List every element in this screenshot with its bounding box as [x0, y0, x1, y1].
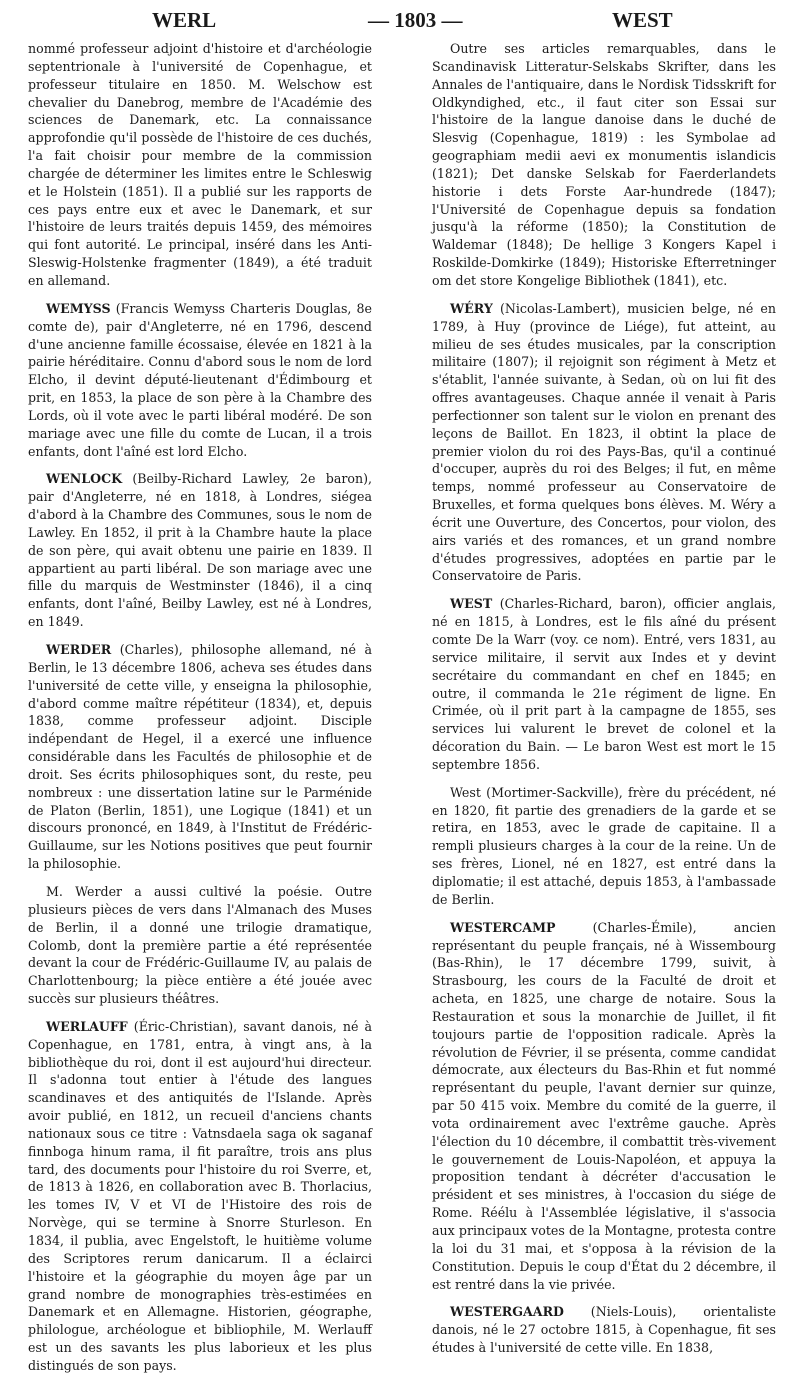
entry-headword: WÉRY	[450, 300, 493, 316]
entry-westercamp: WESTERCAMP (Charles-Émile), ancien représentant du peuple français, né à Wissembourg (Bas-Rhin), le 17 décembre 1799, suivit, à Strasbourg, les cours de la Faculté de droit et acheta, en 1825, une charge de notaire. Sous la Restauration et sous la monarchie de Juillet, il fit toujours partie de l'opposition radicale. Après la révolution de Février, il se présenta, comme candidat démocrate, aux électeurs du Bas-Rhin et fut nommé représentant du peuple, l'avant dernier sur quinze, par 50 415 voix. Membre du comité de la guerre, il vota ordinairement avec l'extrême gauche. Après l'élection du 10 décembre, il combattit très-vivement le gouvernement de Louis-Napoléon, et appuya la proposition tendant à décréter d'accusation le président et ses ministres, à l'occasion du siége de Rome. Réélu à l'Assemblée législative, il s'associa aux principaux votes de la Montagne, protesta contre la loi du 31 mai, et s'opposa à la révision de la Constitution. Depuis le coup d'État du 2 décembre, il est rentré dans la vie privée.	[432, 919, 776, 1292]
entry-werder-poetry: M. Werder a aussi cultivé la poésie. Outre plusieurs pièces de vers dans l'Almanach des Muses de Berlin, il a donné une trilogie dramatique, Colomb, dont la première partie a été représentée devant la cour de Frédéric-Guillaume IV, au palais de Charlottenbourg; la pièce entière a été jouée avec succès sur plusieurs théâtres.	[28, 883, 372, 1007]
entry-wemyss: WEMYSS (Francis Wemyss Charteris Douglas, 8e comte de), pair d'Angleterre, né en 1796, descend d'une ancienne famille écossaise, élevée en 1821 à la pairie héréditaire. Connu d'abord sous le nom de lord Elcho, il devint député-lieutenant d'Édimbourg et prit, en 1853, la place de son père à la Chambre des Lords, où il vote avec le parti libéral modéré. De son mariage avec une fille du comte de Lucan, il a trois enfants, dont l'aîné est lord Elcho.	[28, 300, 372, 459]
entry-westergaard: WESTERGAARD (Niels-Louis), orientaliste danois, né le 27 octobre 1815, à Copenhague, fit ses études à l'université de cette ville. En 1838,	[432, 1304, 776, 1356]
entry-headword: WEST	[450, 596, 493, 612]
entry-headword: WERLAUFF	[46, 1018, 128, 1034]
left-column	[28, 40, 372, 1373]
entry-continuation: nommé professeur adjoint d'histoire et d'archéologie septentrionale à l'université de Copenhague, et professeur titulaire en 1850. M. Welschow est chevalier du Danebrog, membre de l'Académie des sciences de Danemark, etc. La connaissance approfondie qu'il possède de l'histoire de ces duchés, l'a fait choisir pour membre de la commission chargée de déterminer les limites entre le Schleswig et le Holstein (1851). Il a publié sur les rapports de ces pays entre eux et avec le Danemark, et sur l'histoire de leurs traités depuis 1459, des mémoires qui font autorité. Le principal, inséré dans les Anti-Sleswig-Holstenke fragmenter (1849), a été traduit en allemand.	[28, 41, 372, 288]
entry-headword: WERDER	[46, 642, 112, 657]
running-header	[0, 6, 800, 40]
entry-werlauff: WERLAUFF (Éric-Christian), savant danois, né à Copenhague, en 1781, entra, à vingt ans, à la bibliothèque du roi, dont il est aujourd'hui directeur. Il s'adonna tout entier à l'étude des langues scandinaves et des antiquités de l'Islande. Après avoir publié, en 1812, un recueil d'anciens chants nationaux sous ce titre : Vatnsdaela saga ok saganaf finnboga hinum rama, il fit paraître, trois ans plus tard, des documents pour l'histoire du roi Sverre, et, de 1813 à 1826, en collaboration avec B. Thorlacius, les tomes IV, V et VI de l'Histoire des rois de Norvège, qui se termine à Snorre Sturleson. En 1834, il publia, avec Engelstoft, le huitième volume des Scriptores rerum danicarum. Il a éclairci l'histoire et la géographie du moyen âge par un grand nombre de monographies très-estimées en Danemark et en Allemagne. Historien, géographe, philologue, archéologue et bibliophile, M. Werlauff est un des savants les plus laborieux et les plus distingués de son pays.	[28, 1018, 372, 1373]
entry-wery: WÉRY (Nicolas-Lambert), musicien belge, né en 1789, à Huy (province de Liége), fut atteint, au milieu de ses études musicales, par la conscription militaire (1807); il rejoignit son régiment à Metz et s'établit, l'année suivante, à Sedan, où on lui fit des offres avantageuses. Chaque année il venait à Paris perfectionner son talent sur le violon en prenant des leçons de Baillot. En 1823, il obtint la place de premier violon du roi des Pays-Bas, qu'il a continué d'occuper, auprès du roi des Belges; il fut, en même temps, nommé professeur au Conservatoire de Bruxelles, et forma quelques bons élèves. M. Wéry a écrit une Ouverture, des Concertos, pour violon, des airs variés et des romances, et un grand nombre d'études progressives, adoptées en partie par le Conservatoire de Paris.	[432, 300, 776, 584]
header-right-word: WEST	[612, 8, 673, 32]
entry-west-mortimer: West (Mortimer-Sackville), frère du précédent, né en 1820, fit partie des grenadiers de la garde et se retira, en 1853, avec le grade de capitaine. Il a rempli plusieurs charges à la cour de la reine. Un de ses frères, Lionel, né en 1827, est entré dans la diplomatie; il est attaché, depuis 1853, à l'ambassade de Berlin.	[432, 784, 776, 907]
entry-headword: WESTERGAARD	[450, 1304, 564, 1320]
entry-headword: WESTERCAMP	[450, 919, 556, 935]
entry-werder: WERDER (Charles), philosophe allemand, né à Berlin, le 13 décembre 1806, acheva ses études dans l'université de cette ville, y enseigna la philosophie, d'abord comme maître répétiteur (1834), et, depuis 1838, comme professeur adjoint. Disciple indépendant de Hegel, il a exercé une influence considérable dans les Facultés de philosophie et de droit. Ses écrits philosophiques sont, du reste, peu nombreux : une dissertation latine sur le Parménide de Platon (Berlin, 1851), une Logique (1841) et un discours prononcé, en 1849, à l'Institut de Frédéric-Guillaume, sur les Notions positives que peut fournir la philosophie.	[28, 642, 372, 872]
header-left-word: WERL	[152, 8, 217, 32]
entry-wenlock: WENLOCK (Beilby-Richard Lawley, 2e baron), pair d'Angleterre, né en 1818, à Londres, siégea d'abord à la Chambre des Communes, sous le nom de Lawley. En 1852, il prit à la Chambre haute la place de son père, qui avait obtenu une pairie en 1839. Il appartient au parti libéral. De son mariage avec une fille du marquis de Westminster (1846), il a cinq enfants, dont l'aîné, Beilby Lawley, est né à Londres, en 1849.	[28, 471, 372, 630]
entry-werlauff-works: Outre ses articles remarquables, dans le Scandinavisk Litteratur-Selskabs Skrifter, dans les Annales de l'antiquaire, dans le Nordisk Tidsskrift for Oldkyndighed, etc., il faut citer son Essai sur l'histoire de la langue danoise dans le duché de Slesvig (Copenhague, 1819) : les Symbolae ad geographiam medii aevi ex monumentis islandicis (1821); Det danske Selskab for Faerderlandets historie i dets Forste Aar-hundrede (1847); l'Université de Copenhague depuis sa fondation jusqu'à la réforme (1850); la Constitution de Waldemar (1848); De hellige 3 Kongers Kapel i Roskilde-Domkirke (1849); Historiske Efterretninger om det store Kongelige Bibliothek (1841), etc.	[432, 41, 776, 288]
entry-west: WEST (Charles-Richard, baron), officier anglais, né en 1815, à Londres, est le fils aîné du présent comte De la Warr (voy. ce nom). Entré, vers 1831, au service militaire, il servit aux Indes et y devint secrétaire du commandant en chef en 1845; en outre, il commanda le 21e régiment de ligne. En Crimée, où il prit part à la campagne de 1855, ses services lui valurent le brevet de colonel et la décoration du Bain. — Le baron West est mort le 15 septembre 1856.	[432, 596, 776, 772]
right-column	[432, 40, 776, 1356]
entry-headword: WENLOCK	[46, 471, 123, 487]
entry-headword: WEMYSS	[46, 300, 111, 316]
page-number: — 1803 —	[368, 8, 463, 32]
